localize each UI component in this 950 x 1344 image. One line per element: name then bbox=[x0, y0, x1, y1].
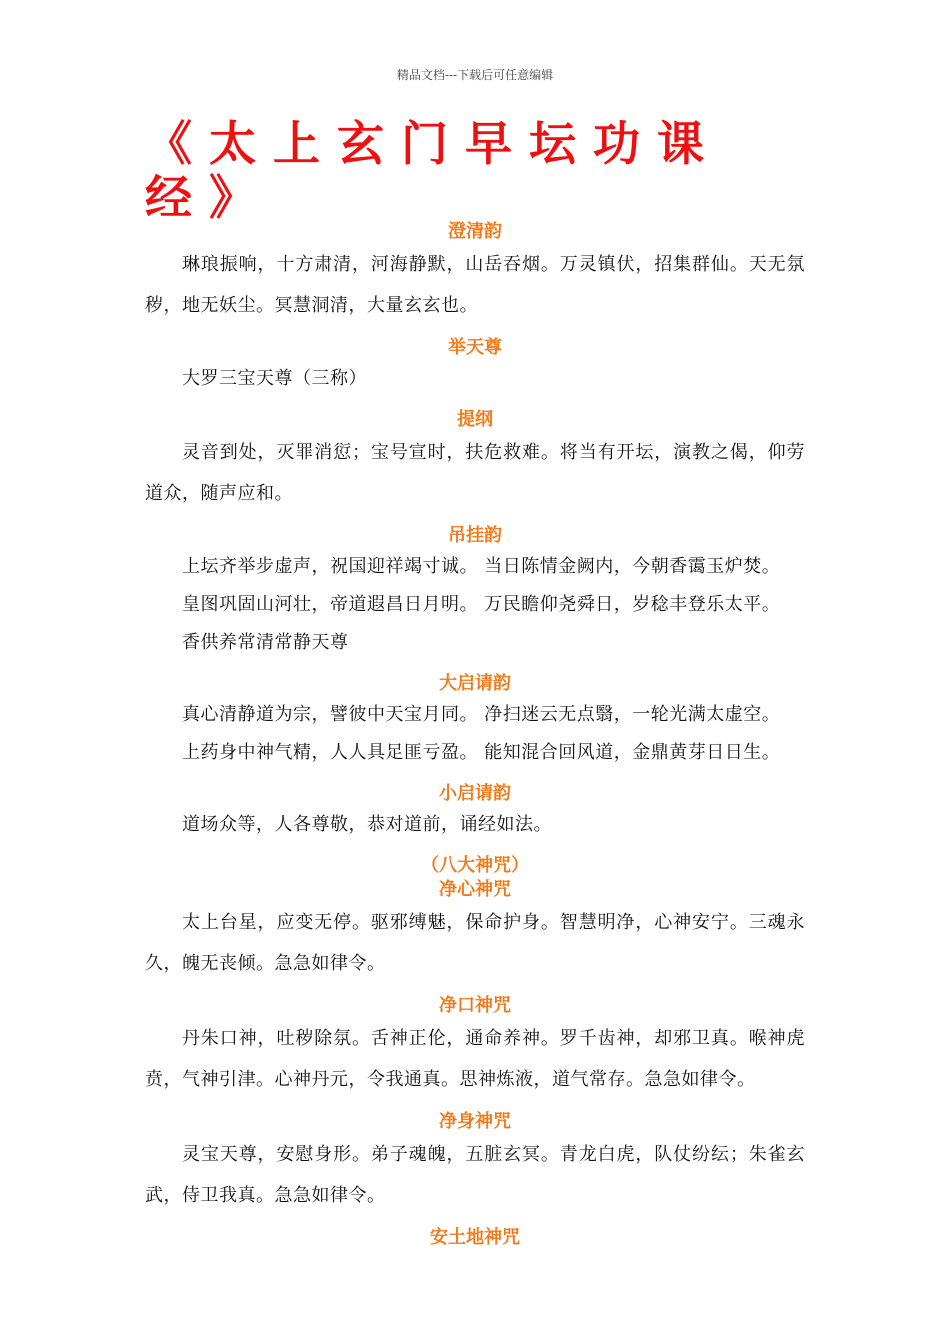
document-title: 《太上玄门早坛功课经》 bbox=[145, 117, 721, 226]
document-body bbox=[145, 220, 805, 1250]
section-heading: 提纲 bbox=[457, 409, 493, 430]
verse-line: 皇图巩固山河壮，帝道遐昌日月明。 万民瞻仰尧舜日，岁稔丰登乐太平。 bbox=[182, 594, 781, 615]
section-heading: 净身神咒 bbox=[439, 1111, 511, 1132]
verse-line: 上坛齐举步虚声，祝国迎祥竭寸诚。 当日陈情金阙内，今朝香霭玉炉焚。 bbox=[182, 556, 781, 577]
paragraph: 大罗三宝天尊（三称） bbox=[182, 368, 367, 389]
paragraph: 琳琅振响，十方肃清，河海静默，山岳吞烟。万灵镇伏，招集群仙。天无氛秽，地无妖尘。冥慧洞清，大量玄玄也。 bbox=[145, 254, 805, 316]
verse-line: 上药身中神气精，人人具足匪亏盈。 能知混合回风道，金鼎黄芽日日生。 bbox=[182, 742, 781, 763]
section-heading: 大启请韵 bbox=[439, 673, 511, 694]
section-heading: 澄清韵 bbox=[448, 221, 502, 242]
paragraph: 灵宝天尊，安慰身形。弟子魂魄，五脏玄冥。青龙白虎，队仗纷纭；朱雀玄武，侍卫我真。急急如律令。 bbox=[145, 1144, 805, 1206]
section-heading: 举天尊 bbox=[448, 337, 502, 358]
verse-line: 香供养常清常静天尊 bbox=[182, 632, 349, 653]
paragraph: 灵音到处，灭罪消愆；宝号宣时，扶危救难。将当有开坛，演教之偈，仰劳道众，随声应和。 bbox=[145, 442, 805, 504]
section-heading: 净心神咒 bbox=[439, 879, 511, 900]
section-heading: 小启请韵 bbox=[439, 783, 511, 804]
paragraph: 丹朱口神，吐秽除氛。舌神正伦，通命养神。罗千齿神，却邪卫真。喉神虎贲，气神引津。心神丹元，令我通真。思神炼液，道气常存。急急如律令。 bbox=[145, 1028, 805, 1090]
section-heading: 吊挂韵 bbox=[448, 525, 502, 546]
paragraph: 太上台星，应变无停。驱邪缚魅，保命护身。智慧明净，心神安宁。三魂永久，魄无丧倾。急急如律令。 bbox=[145, 912, 805, 974]
section-heading: 净口神咒 bbox=[439, 995, 511, 1016]
verse-line: 真心清静道为宗，譬彼中天宝月同。 净扫迷云无点翳，一轮光满太虚空。 bbox=[182, 704, 781, 725]
section-heading: 安土地神咒 bbox=[430, 1227, 520, 1248]
header-note: 精品文档---下载后可任意编辑 bbox=[396, 68, 554, 82]
paragraph: 道场众等，人各尊敬，恭对道前，诵经如法。 bbox=[182, 814, 552, 835]
section-group-heading: （八大神咒） bbox=[421, 855, 529, 876]
